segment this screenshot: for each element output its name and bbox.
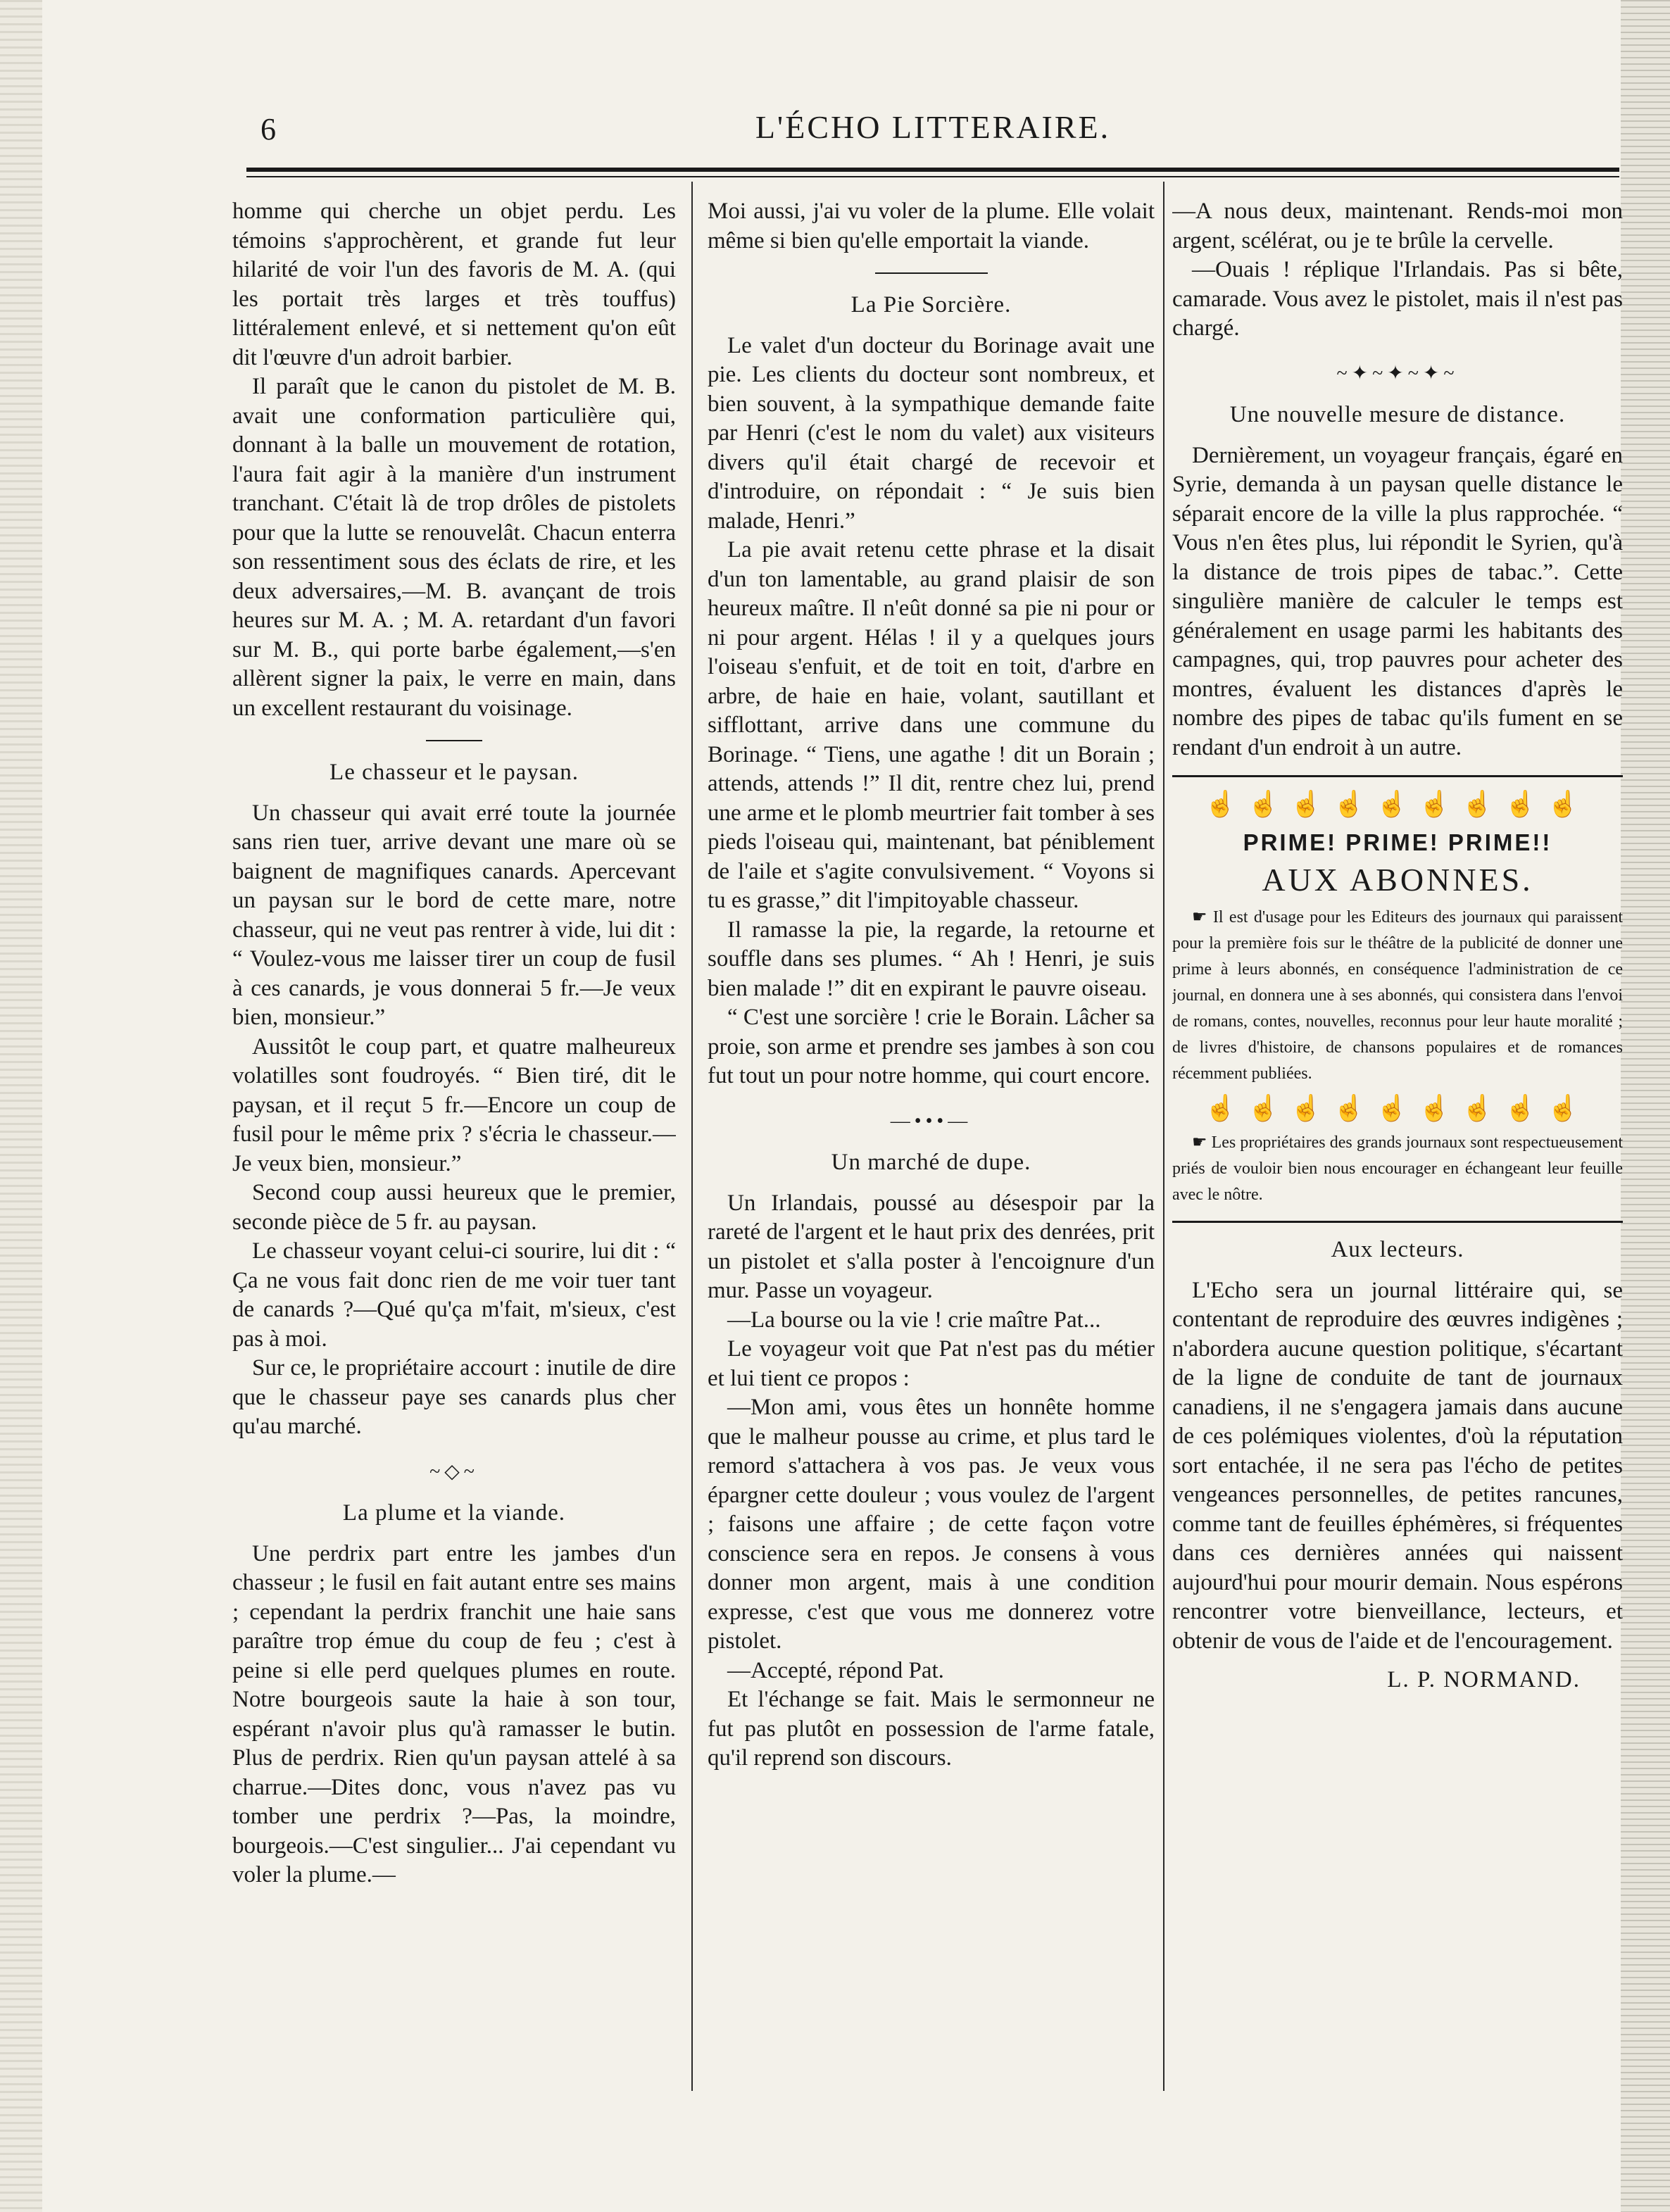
page-number: 6: [260, 112, 276, 146]
signature: L. P. NORMAND.: [1387, 1667, 1581, 1692]
page-header: [246, 106, 1619, 155]
paragraph: Dernièrement, un voyageur français, égaré en Syrie, demanda à un paysan quelle distance le séparait encore de la ville la plus rapprochée. “ Vous n'en êtes plus, lui répondit le Syrien, qu'à la distance de trois pipes de tabac.”. Cette singulière manière de calculer le temps est généralement en usage parmi les habitants des campagnes, qui, trop pauvres pour acheter des montres, évaluent les distances d'après le nombre des pipes de tabac qu'ils fument en se rendant d'un endroit à un autre.: [1172, 442, 1623, 760]
paragraph: —La bourse ou la vie ! crie maître Pat...: [727, 1307, 1101, 1333]
separator: [232, 740, 676, 746]
paragraph: Un Irlandais, poussé au désespoir par la rareté de l'argent et le haut prix des denrées, prit un pistolet et s'alla poster à l'encoignure d'un mur. Passe un voyageur.: [708, 1190, 1155, 1303]
article-heading: Le chasseur et le paysan.: [329, 760, 579, 785]
notice-paragraph: ☛ Il est d'usage pour les Editeurs des journaux qui paraissent pour la première fois sur le théâtre de la publicité de donner une prime à leurs abonnés, en conséquence l'administration de ce journal, en donnera une à ses abonnés, qui consistera dans l'envoi de romans, contes, nouvelles, reconnus pour leur haute moralité ; de livres d'histoire, de chansons populaires et de romances récemment publiées.: [1172, 907, 1623, 1083]
pointing-hand-icon: ☛: [1192, 1133, 1207, 1152]
paragraph: —A nous deux, maintenant. Rends-moi mon argent, scélérat, ou je te brûle la cervelle.: [1172, 199, 1623, 253]
masthead-title: L'ÉCHO LITTERAIRE.: [755, 109, 1111, 145]
ornament-separator: —•••—: [890, 1110, 972, 1132]
header-rule-thin: [246, 176, 1619, 177]
column-3: [1172, 197, 1623, 2106]
article-heading: La plume et la viande.: [342, 1500, 566, 1526]
paragraph: homme qui cherche un objet perdu. Les témoins s'approchèrent, et grande fut leur hilarité de voir l'un des favoris de M. A. (qui les portait très larges et très touffus) littéralement enlevé, et si nettement qu'on eût dit l'œuvre d'un adroit barbier.: [232, 199, 676, 370]
article-heading: Un marché de dupe.: [831, 1150, 1031, 1175]
article-heading: Aux lecteurs.: [1331, 1237, 1464, 1262]
column-divider: [691, 182, 693, 2091]
article-heading: La Pie Sorcière.: [850, 292, 1012, 318]
box-rule: [1172, 775, 1623, 777]
paragraph: Et l'échange se fait. Mais le sermonneur ne fut pas plutôt en possession de l'arme fatale, qu'il reprend son discours.: [708, 1687, 1155, 1771]
column-divider: [1163, 182, 1164, 2091]
header-rule-thick: [246, 168, 1619, 172]
paragraph: Aussitôt le coup part, et quatre malheureux volatilles sont foudroyés. “ Bien tiré, dit le paysan, et il reçut 5 fr.—Encore un coup de fusil pour le même prix ? s'écria le chasseur.—Je veux bien, monsieur.”: [232, 1033, 676, 1176]
pointing-hand-icon: ☛: [1192, 907, 1207, 926]
pointing-hand-icon-row: ☝☝☝☝☝☝☝☝☝: [1205, 1093, 1590, 1122]
paragraph: —Ouais ! réplique l'Irlandais. Pas si bête, camarade. Vous avez le pistolet, mais il n'est pas chargé.: [1172, 257, 1623, 341]
separator: [708, 272, 1155, 278]
column-2: [708, 197, 1155, 2106]
ornament-separator: ~✦~✦~✦~: [1336, 362, 1459, 384]
paragraph: Le chasseur voyant celui-ci sourire, lui dit : “ Ça ne vous fait donc rien de me voir tuer tant de canards ?—Qué qu'ça m'fait, m'sieux, c'est pas à moi.: [232, 1238, 676, 1352]
notice-paragraph: ☛ Les propriétaires des grands journaux sont respectueusement priés de vouloir bien nous encourager en échangeant leur feuille avec le nôtre.: [1172, 1133, 1623, 1204]
box-rule: [1172, 1221, 1623, 1223]
column-1: [232, 197, 676, 2106]
prime-banner: PRIME! PRIME! PRIME!!: [1243, 829, 1552, 855]
paragraph: Le valet d'un docteur du Borinage avait une pie. Les clients du docteur sont nombreux, et bien souvent, à la sympathique demande faite par Henri (c'est le nom du valet) aux visiteurs divers qu'il était chargé de recevoir et d'introduire, on répondait : “ Je suis bien malade, Henri.”: [708, 332, 1155, 534]
page-edge-left: [0, 0, 42, 2212]
paragraph: Il ramasse la pie, la regarde, la retourne et souffle dans ses plumes. “ Ah ! Henri, je suis bien malade !” dit en expirant le pauvre oiseau.: [708, 917, 1155, 1001]
paragraph: Le voyageur voit que Pat n'est pas du métier et lui tient ce propos :: [708, 1336, 1155, 1391]
paragraph: Moi aussi, j'ai vu voler de la plume. Elle volait même si bien qu'elle emportait la viande.: [708, 199, 1155, 253]
paragraph: —Mon ami, vous êtes un honnête homme que le malheur pousse au crime, et plus tard le remord s'attachera à vos pas. Je veux vous épargner cette douleur ; vous voulez de l'argent ; faisons une affaire ; de cette façon votre conscience sera en repos. Je consens à vous donner mon argent, mais à une condition expresse, c'est que vous me donnerez votre pistolet.: [708, 1395, 1155, 1654]
ornament-separator: ~◇~: [429, 1460, 479, 1483]
paragraph: Il paraît que le canon du pistolet de M. B. avait une conformation particulière qui, donnant à la balle un mouvement de rotation, l'aura fait agir à la manière d'un instrument tranchant. C'était là de trop drôles de pistolets pour que la lutte se renouvelât. Chacun enterra son ressentiment sous des éclats de rire, et les deux adversaires,—M. B. avançant de trois heures sur M. A. ; M. A. retardant d'un favori sur M. B., qui porte barbe également,—s'en allèrent signer la paix, le verre en main, dans un excellent restaurant du voisinage.: [232, 374, 676, 721]
pointing-hand-icon-row: ☝☝☝☝☝☝☝☝☝: [1205, 790, 1590, 818]
page-edge-right: [1621, 0, 1670, 2212]
paragraph: La pie avait retenu cette phrase et la disait d'un ton lamentable, au grand plaisir de son heureux maître. Il n'eût donné sa pie ni pour or ni pour argent. Hélas ! il y a quelques jours l'oiseau s'enfuit, et de toit en toit, d'arbre en arbre, de haie en haie, volant, sautillant et sifflottant, arrive dans une commune du Borinage. “ Tiens, une agathe ! dit un Borain ; attends, attends !” Il dit, rentre chez lui, prend une arme et le plomb meurtrier fait tomber à ses pieds l'oiseau qui, maintenant, bat péniblement de l'aile et s'agite convulsivement. “ Voyons si tu es grasse,” dit l'impitoyable chasseur.: [708, 537, 1155, 913]
paragraph: L'Echo sera un journal littéraire qui, se contentant de reproduire des œuvres indigènes ; n'abordera aucune question politique, s'écartant de la ligne de conduite de tant de journaux canadiens, il ne s'engagera jamais dans aucune de ces polémiques violentes, d'où la réputation sort entachée, il ne sera pas l'écho de petites vengeances personnelles, de petites rancunes, comme tant de feuilles éphémères, si fréquentes dans ces dernières années qui naissent aujourd'hui pour mourir demain. Nous espérons rencontrer votre bienveillance, lecteurs, et obtenir de vous de l'aide et de l'encouragement.: [1172, 1277, 1623, 1654]
paragraph: —Accepté, répond Pat.: [727, 1657, 944, 1683]
paragraph: Une perdrix part entre les jambes d'un chasseur ; le fusil en fait autant entre ses mains ; cependant la perdrix franchit une haie sans paraître trop émue du coup de feu ; c'est à peine si elle perd quelques plumes en route. Notre bourgeois saute la haie à son tour, espérant n'avoir plus qu'à ramasser le butin. Plus de perdrix. Rien qu'un paysan attelé à sa charrue.—Dites donc, vous n'avez pas vu tomber une perdrix ?—Pas, la moindre, bourgeois.—C'est singulier... J'ai cependant vu voler la plume.—: [232, 1540, 676, 1887]
paragraph: Un chasseur qui avait erré toute la journée sans rien tuer, arrive devant une mare où se baignent de magnifiques canards. Apercevant un paysan sur le bord de cette mare, notre chasseur, qui ne veut pas rentrer à vide, lui dit : “ Voulez-vous me laisser tirer un coup de fusil à ces canards, je vous donnerai 5 fr.—Je veux bien, monsieur.”: [232, 800, 676, 1030]
article-heading: Une nouvelle mesure de distance.: [1229, 402, 1566, 427]
paragraph: “ C'est une sorcière ! crie le Borain. Lâcher sa proie, son arme et prendre ses jambes à son cou fut tout un pour notre homme, qui court encore.: [708, 1005, 1155, 1088]
paragraph: Second coup aussi heureux que le premier, seconde pièce de 5 fr. au paysan.: [232, 1180, 676, 1235]
abonnes-heading: AUX ABONNES.: [1262, 862, 1533, 898]
paragraph: Sur ce, le propriétaire accourt : inutile de dire que le chasseur paye ses canards plus cher qu'au marché.: [232, 1355, 676, 1439]
